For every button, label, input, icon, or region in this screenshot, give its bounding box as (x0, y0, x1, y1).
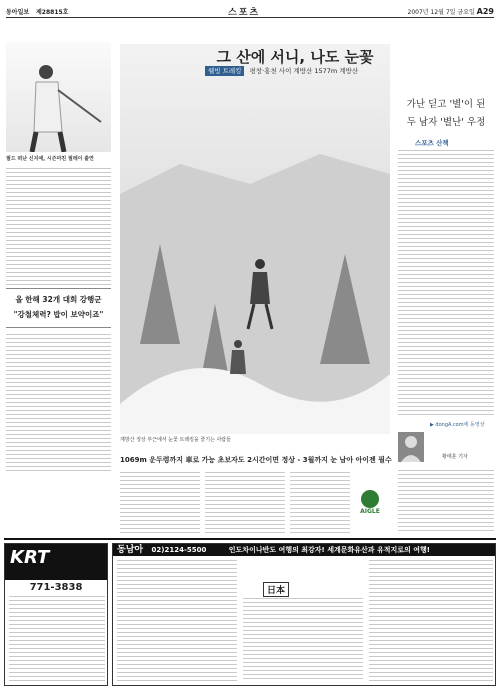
feature-text-col-3 (290, 472, 350, 534)
golfer-pull-quote: 올 한해 32개 대회 강행군 "강철체력? 밥이 보약이죠" (6, 288, 111, 328)
mountain-photo (120, 44, 390, 434)
publisher-name: 동아일보 (6, 9, 30, 16)
column-tag: 스포츠 산책 (415, 139, 449, 147)
feature-series-tag: 웰빙 트레킹 평창·홍천 사이 계방산 1577m 계방산 (205, 66, 358, 75)
feature-headline: 1069m 운두령까지 車로 가능 초보자도 2시간이면 정상 - 3월까지 눈 남아 아이젠 필수 (120, 456, 392, 464)
japan-ad-label: 日本 (263, 582, 289, 597)
column-email[interactable]: ▶ dongA.com에 동영상 (430, 422, 485, 428)
snow-trees-scene (120, 44, 390, 434)
feature-text-col-1 (120, 472, 200, 534)
golfer-article-text (6, 168, 111, 288)
column-headline: 가난 딛고 '별'이 된 두 남자 '별난' 우정 (406, 99, 486, 128)
column-text-2 (398, 470, 494, 534)
section-title: 스포츠 (228, 8, 261, 18)
page-header (6, 4, 494, 18)
krt-ad: KRT 771-3838 (4, 543, 108, 686)
golfer-photo (6, 42, 111, 152)
aigle-logo: AIGLE (355, 490, 385, 515)
author-name: 황태훈 기자 (442, 454, 468, 460)
feature-title: 그 산에 서니, 나도 눈꽃 (216, 48, 374, 66)
golfer-article-text-2 (6, 334, 111, 476)
issue-number: 제28815호 (36, 9, 69, 16)
column-text (398, 150, 494, 420)
ad-section (4, 538, 496, 687)
golfer-figure (6, 42, 111, 152)
feature-text-col-2 (205, 472, 285, 534)
author-photo (398, 432, 424, 462)
issue-date: 2007년 12월 7일 금요일 A29 (407, 7, 494, 16)
dongnam-ad: 동남아 02)2124-5500 인도차이나반도 여행의 최강자! 세계문화유산과 유적지로의 여행! 日本 (112, 543, 496, 686)
photo-caption: 계방산 정상 부근에서 눈꽃 트레킹을 즐기는 사람들 (120, 437, 231, 443)
golfer-caption: 필드 떠난 신지애, 시즌마친 필레이 출연 (6, 156, 94, 162)
